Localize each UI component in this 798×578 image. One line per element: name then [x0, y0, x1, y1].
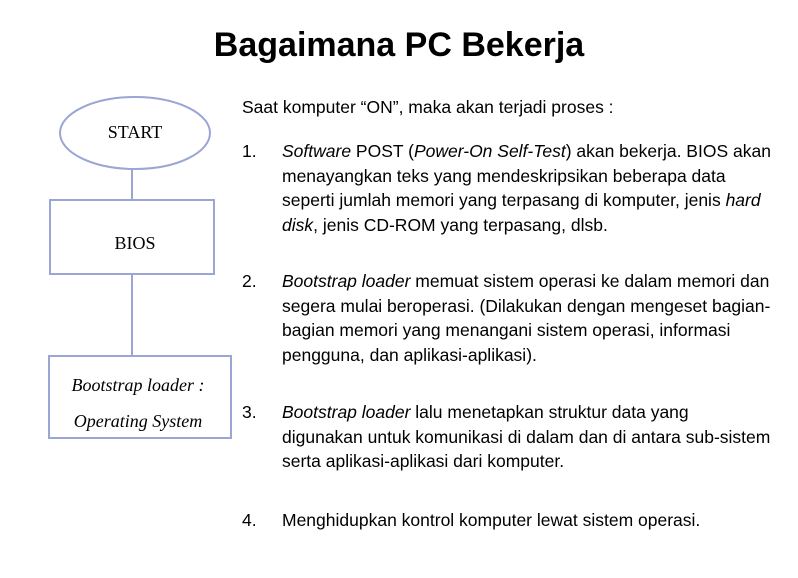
step-text: [282, 400, 772, 474]
start-node-label: START: [107, 122, 163, 142]
step-text-part: hard disk: [282, 190, 761, 235]
step-text-part: Menghidupkan kontrol komputer lewat sistem operasi.: [282, 510, 701, 530]
step-text-part: ) akan bekerja. BIOS akan menayangkan teks yang mendeskripsikan beberapa data seperti jumlah memori yang terpasang di komputer, jenis: [282, 141, 771, 210]
step-number: 3.: [242, 402, 257, 422]
step-text-part: , jenis CD-ROM yang terpasang, dlsb.: [313, 214, 608, 235]
bootstrap-node-label: Bootstrap loader :: [71, 375, 205, 395]
step-text-part: Power-On Self-Test: [413, 141, 566, 161]
step-number: 1.: [242, 141, 257, 161]
step-text-part: memuat sistem operasi ke dalam memori dan segera mulai beroperasi. (Dilakukan dengan mengeset bagian-bagian memori yang menangani sistem operasi, informasi pengguna, dan aplikasi-aplikasi).: [282, 271, 771, 365]
step-text-part: lalu menetapkan struktur data yang digunakan untuk komunikasi di dalam dan di antara sub-sistem serta aplikasi-aplikasi dari komputer.: [282, 402, 771, 471]
step-text: [282, 269, 772, 367]
step-number: 4.: [242, 510, 257, 530]
step-text-part: Bootstrap loader: [282, 271, 411, 291]
os-node-label: Operating System: [73, 411, 203, 431]
step-text-part: Bootstrap loader: [282, 402, 411, 422]
step-text: [282, 139, 772, 237]
step-number: 2.: [242, 271, 257, 291]
step-text-part: Software: [282, 141, 352, 161]
step-text-part: POST (: [351, 141, 414, 161]
bios-node-label: BIOS: [114, 233, 156, 253]
slide-title: Bagaimana PC Bekerja: [213, 26, 585, 64]
flowchart-shapes: [0, 0, 240, 578]
step-text: [282, 508, 772, 533]
intro-text: Saat komputer “ON”, maka akan terjadi proses :: [242, 97, 614, 117]
flowchart: [0, 0, 240, 578]
